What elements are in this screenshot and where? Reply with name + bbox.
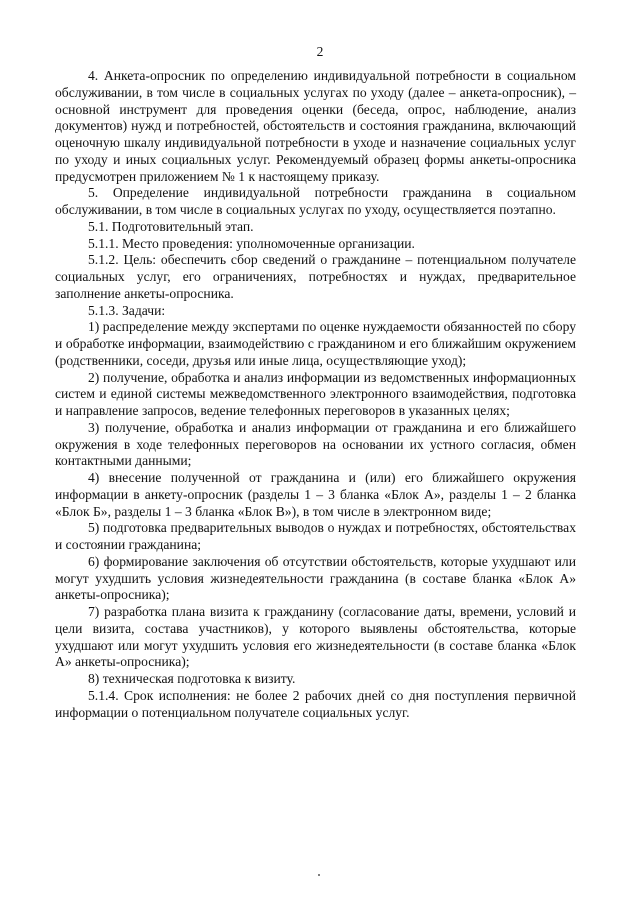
page-number: 2	[316, 44, 324, 59]
scan-artifact-dot	[318, 874, 320, 876]
paragraph-5-1-1-location: 5.1.1. Место проведения: уполномоченные организации.	[88, 235, 415, 251]
paragraph-5-1-2-goal: 5.1.2. Цель: обеспечить сбор сведений о гражданине – потенциальном получателе социальных услуг, его ограничениях, потребностях и нуждах, предварительное заполнение анкеты-опросника.	[55, 252, 576, 301]
task-item-1: 1) распределение между экспертами по оценке нуждаемости обязанностей по сбору и обработке информации, взаимодействию с гражданином и его ближайшим окружением (родственники, соседи, друзья или иные лица, осуществляющие уход);	[55, 319, 576, 368]
task-item-5: 5) подготовка предварительных выводов о нуждах и потребностях, обстоятельствах и состоянии гражданина;	[55, 520, 576, 552]
task-item-2: 2) получение, обработка и анализ информации из ведомственных информационных систем и единой системы межведомственного электронного взаимодействия, подготовка и направление запросов, ведение телефонных переговоров в указанных целях;	[55, 369, 576, 418]
document-body	[55, 68, 576, 721]
paragraph-5-1-3-tasks-heading: 5.1.3. Задачи:	[88, 302, 166, 318]
paragraph-4-questionnaire-definition: 4. Анкета-опросник по определению индивидуальной потребности в социальном обслуживании, в том числе в социальных услугах по уходу (далее – анкета-опросник), – основной инструмент для проведения оценки (беседа, опрос, наблюдение, анализ документов) нужд и потребностей, обстоятельств и состояния гражданина, включающий оценочную шкалу индивидуальной потребности в уходе и назначение социальных услуг по уходу и иных социальных услуг. Рекомендуемый образец формы анкеты-опросника предусмотрен приложением № 1 к настоящему приказу.	[55, 68, 576, 184]
task-item-3: 3) получение, обработка и анализ информации от гражданина и его ближайшего окружения в ходе телефонных переговоров на основании их устного согласия, обмен контактными данными;	[55, 419, 576, 469]
task-item-8: 8) техническая подготовка к визиту.	[88, 671, 296, 686]
paragraph-5-stages: 5. Определение индивидуальной потребности гражданина в социальном обслуживании, в том числе в социальных услугах по уходу, осуществляется поэтапно.	[55, 185, 576, 217]
task-item-7: 7) разработка плана визита к гражданину (согласование даты, времени, условий и цели визита, состава участников), у которого выявлены обстоятельства, которые ухудшают или могут ухудшить условия его жизнедеятельности (в составе бланка «Блок А» анкеты-опросника);	[55, 604, 576, 670]
paragraph-5-1-4-deadline: 5.1.4. Срок исполнения: не более 2 рабочих дней со дня поступления первичной информации о потенциальном получателе социальных услуг.	[55, 687, 576, 720]
task-item-6: 6) формирование заключения об отсутствии обстоятельств, которые ухудшают или могут ухудшить условия жизнедеятельности гражданина (в составе бланка «Блок А» анкеты-опросника);	[55, 553, 576, 603]
paragraph-5-1-preparatory-stage: 5.1. Подготовительный этап.	[88, 218, 254, 234]
task-item-4: 4) внесение полученной от гражданина и (или) его ближайшего окружения информации в анкету-опросник (разделы 1 – 3 бланка «Блок А», разделы 1 – 2 бланка «Блок Б», разделы 1 – 3 бланка «Блок В»), в том числе в электронном виде;	[55, 470, 576, 519]
